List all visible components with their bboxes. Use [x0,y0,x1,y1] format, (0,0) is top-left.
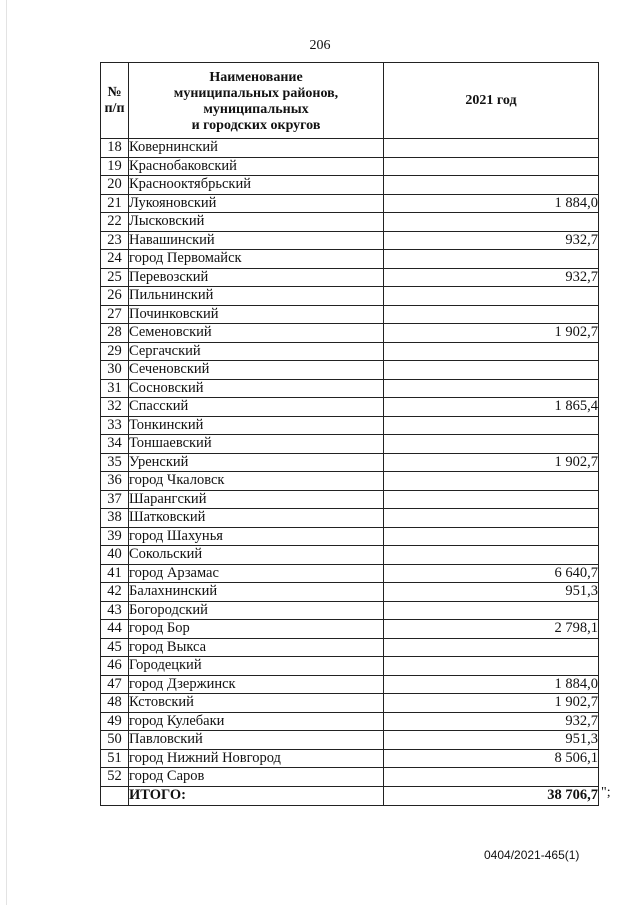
row-name: Уренский [129,453,384,472]
row-name: Сергачский [129,342,384,361]
row-number: 42 [101,583,129,602]
total-blank [101,786,129,805]
table-row [101,509,599,528]
table-row [101,527,599,546]
table-row [101,361,599,380]
row-value [384,361,599,380]
row-name: Починковский [129,305,384,324]
table-row [101,453,599,472]
row-value: 6 640,7 [384,564,599,583]
table-row [101,731,599,750]
table-row [101,324,599,343]
row-name: Сеченовский [129,361,384,380]
row-number: 48 [101,694,129,713]
table-row [101,490,599,509]
row-name: Краснобаковский [129,157,384,176]
row-name: Богородский [129,601,384,620]
header-number: № п/п [101,63,129,139]
row-number: 27 [101,305,129,324]
row-value: 1 884,0 [384,194,599,213]
row-number: 33 [101,416,129,435]
table-body [101,139,599,806]
row-name: Павловский [129,731,384,750]
row-value [384,490,599,509]
document-number: 0404/2021-465(1) [484,848,580,862]
header-municipality: Наименование муниципальных районов, муниципальных и городских округов [129,63,384,139]
row-value: 932,7 [384,268,599,287]
row-value [384,213,599,232]
row-value [384,139,599,158]
row-value: 2 798,1 [384,620,599,639]
row-name: город Чкаловск [129,472,384,491]
row-number: 26 [101,287,129,306]
row-number: 34 [101,435,129,454]
row-name: город Шахунья [129,527,384,546]
row-number: 51 [101,749,129,768]
row-value [384,342,599,361]
table-row [101,472,599,491]
row-name: Семеновский [129,324,384,343]
row-name: Навашинский [129,231,384,250]
row-number: 31 [101,379,129,398]
table-row [101,435,599,454]
row-value [384,768,599,787]
table-row [101,601,599,620]
row-name: город Арзамас [129,564,384,583]
row-number: 25 [101,268,129,287]
table-row [101,213,599,232]
total-value: 38 706,7 [384,786,599,805]
header-year: 2021 год [384,63,599,139]
row-number: 30 [101,361,129,380]
row-name: город Бор [129,620,384,639]
row-number: 21 [101,194,129,213]
table-row [101,342,599,361]
row-value [384,657,599,676]
row-value [384,379,599,398]
row-number: 24 [101,250,129,269]
table-row [101,379,599,398]
row-name: Лукояновский [129,194,384,213]
row-name: Сосновский [129,379,384,398]
row-number: 50 [101,731,129,750]
row-name: Кстовский [129,694,384,713]
table-row [101,749,599,768]
row-name: город Нижний Новгород [129,749,384,768]
row-number: 18 [101,139,129,158]
row-value [384,472,599,491]
row-number: 23 [101,231,129,250]
table-row [101,250,599,269]
row-name: Краснооктябрьский [129,176,384,195]
row-value: 932,7 [384,231,599,250]
table-row [101,231,599,250]
row-value: 1 902,7 [384,324,599,343]
row-value: 1 884,0 [384,675,599,694]
row-name: Перевозский [129,268,384,287]
table-row [101,564,599,583]
table-row [101,398,599,417]
page-number: 206 [309,38,331,53]
table-row [101,768,599,787]
row-name: Шарангский [129,490,384,509]
row-number: 29 [101,342,129,361]
row-value [384,601,599,620]
row-name: Шатковский [129,509,384,528]
row-name: город Первомайск [129,250,384,269]
row-value: 951,3 [384,583,599,602]
table-row [101,657,599,676]
table-row [101,176,599,195]
row-number: 44 [101,620,129,639]
row-name: город Саров [129,768,384,787]
table-row [101,139,599,158]
table-row [101,583,599,602]
row-number: 37 [101,490,129,509]
row-number: 40 [101,546,129,565]
row-value: 8 506,1 [384,749,599,768]
row-value [384,157,599,176]
table-row [101,675,599,694]
row-value [384,435,599,454]
row-number: 20 [101,176,129,195]
row-name: Ковернинский [129,139,384,158]
row-name: город Дзержинск [129,675,384,694]
total-row [101,786,599,805]
row-name: Тоншаевский [129,435,384,454]
table-row [101,268,599,287]
row-name: город Выкса [129,638,384,657]
allocation-table [100,62,599,806]
row-number: 28 [101,324,129,343]
row-value: 951,3 [384,731,599,750]
page-binding-line [6,0,7,905]
row-number: 19 [101,157,129,176]
row-number: 49 [101,712,129,731]
row-number: 22 [101,213,129,232]
row-name: Спасский [129,398,384,417]
row-number: 39 [101,527,129,546]
row-number: 46 [101,657,129,676]
row-name: Городецкий [129,657,384,676]
row-name: Лысковский [129,213,384,232]
row-name: город Кулебаки [129,712,384,731]
row-number: 38 [101,509,129,528]
row-value [384,176,599,195]
row-value [384,638,599,657]
row-value [384,305,599,324]
row-name: Пильнинский [129,287,384,306]
row-value: 932,7 [384,712,599,731]
row-name: Балахнинский [129,583,384,602]
table-row [101,620,599,639]
row-name: Сокольский [129,546,384,565]
table-row [101,712,599,731]
table-row [101,305,599,324]
row-name: Тонкинский [129,416,384,435]
total-label: ИТОГО: [129,786,384,805]
closing-quote: "; [601,785,611,800]
row-number: 47 [101,675,129,694]
table-row [101,694,599,713]
row-value: 1 865,4 [384,398,599,417]
table-row [101,546,599,565]
table-row [101,157,599,176]
row-value [384,509,599,528]
table-row [101,638,599,657]
row-number: 41 [101,564,129,583]
row-number: 45 [101,638,129,657]
row-value [384,287,599,306]
row-number: 43 [101,601,129,620]
row-value: 1 902,7 [384,453,599,472]
row-value: 1 902,7 [384,694,599,713]
row-number: 36 [101,472,129,491]
table-row [101,287,599,306]
row-number: 32 [101,398,129,417]
row-number: 52 [101,768,129,787]
row-value [384,250,599,269]
row-value [384,416,599,435]
table-row [101,194,599,213]
table-header-row [101,63,599,139]
row-number: 35 [101,453,129,472]
row-value [384,527,599,546]
table-row [101,416,599,435]
row-value [384,546,599,565]
